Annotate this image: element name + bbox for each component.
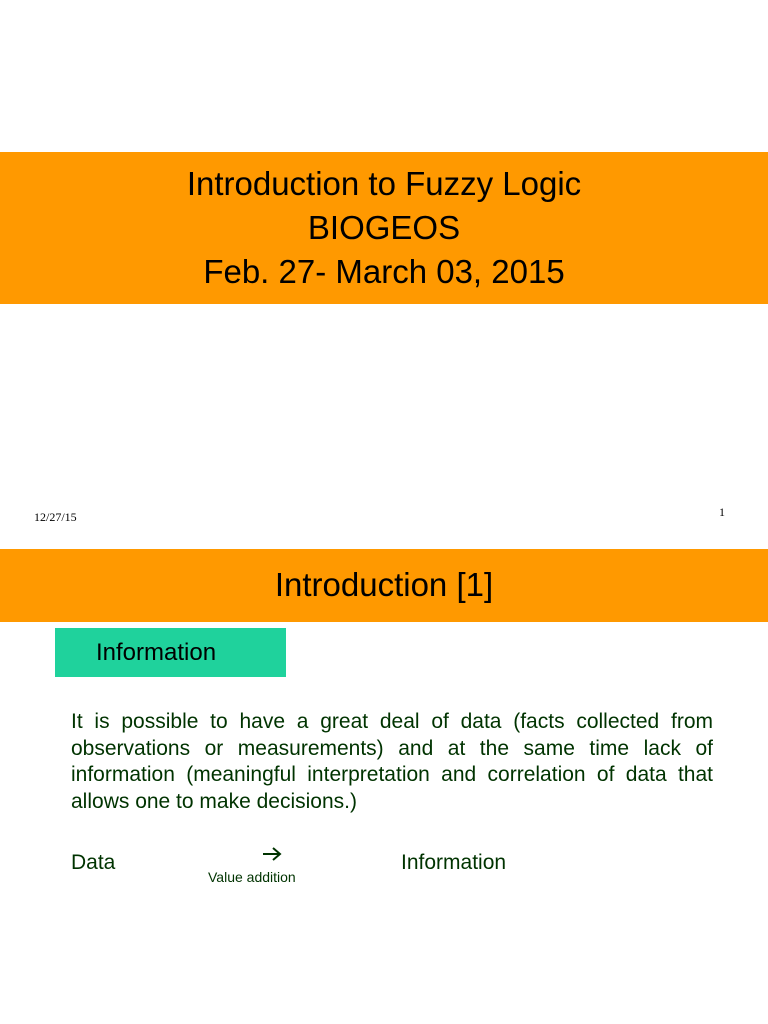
flow-arrow-label: Value addition <box>208 869 296 885</box>
slide-title-line-2: BIOGEOS <box>307 209 461 246</box>
information-label: Information <box>96 638 217 666</box>
slide-number: 1 <box>719 505 725 519</box>
flow-source-label: Data <box>71 851 116 874</box>
slide-title-line-3: Feb. 27- March 03, 2015 <box>203 253 565 290</box>
title-banner <box>0 152 768 304</box>
section-title: Introduction [1] <box>274 566 494 603</box>
section-banner <box>0 549 768 622</box>
information-label-box <box>55 628 286 677</box>
right-arrow-icon <box>260 845 284 863</box>
body-paragraph: It is possible to have a great deal of data (facts collected from observations or measurements) and at the same time lack of information (meaningful interpretation and correlation of data that allows one to make decisions.) <box>71 710 713 813</box>
flow-target-label: Information <box>401 851 507 874</box>
footer-date: 12/27/15 <box>34 510 77 524</box>
slide-title-line-1: Introduction to Fuzzy Logic <box>186 165 582 202</box>
